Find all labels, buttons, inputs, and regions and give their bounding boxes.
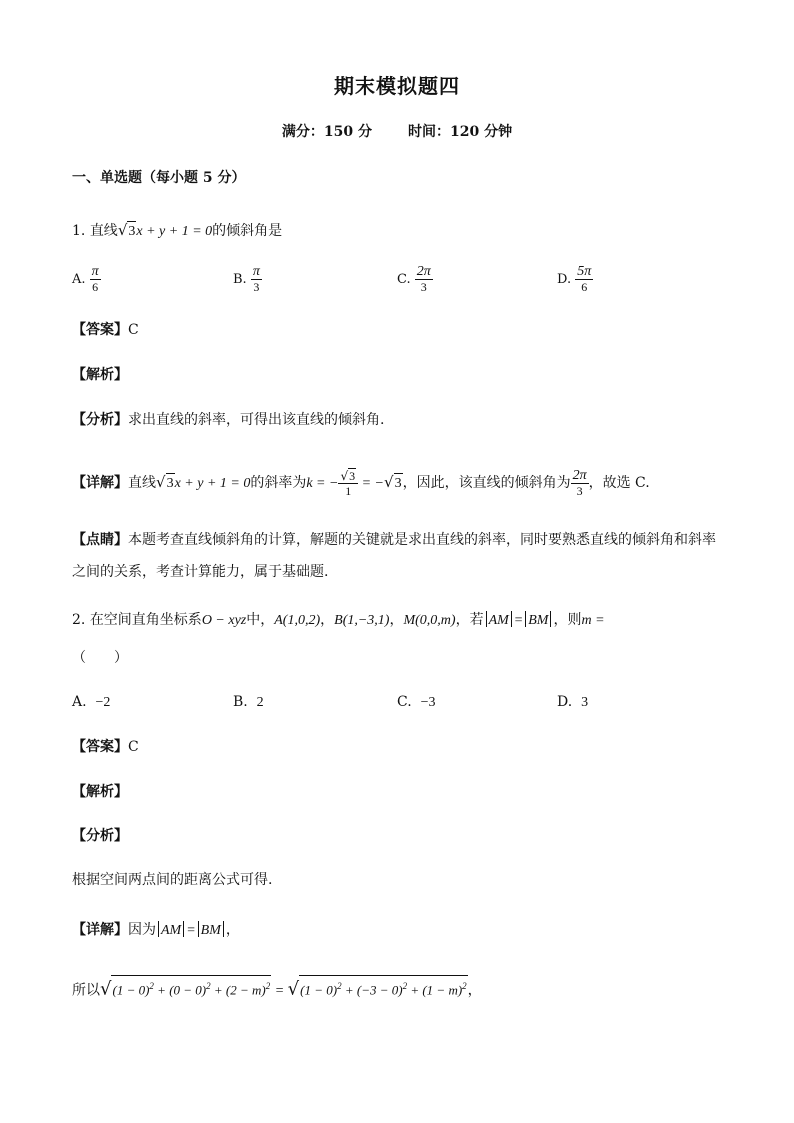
exam-info bbox=[0, 121, 794, 141]
q2-distance-equation: 所以$√(1 - 0)^2 + (0 - 0)^2 + (2 - m)^2 = √(1 - 0)^2 + (-3 - 0)^2 + (1 - m)^2$， bbox=[72, 975, 482, 1001]
full-score: 满分：150 分 bbox=[281, 124, 372, 140]
q2-option-b: B. 2 bbox=[233, 694, 264, 710]
q2-option-a: A. −2 bbox=[72, 694, 111, 710]
q1-detail: 【详解】直线√3x + y + 1 = 0的斜率为k = − $\frac{√3}{1}$ = −√3，因此，该直线的倾斜角为 $\frac{2\pi}{3}$ ，故选 C. bbox=[72, 467, 650, 498]
question-prefix: 直线 bbox=[89, 223, 118, 239]
question-suffix: 的倾斜角是 bbox=[212, 223, 283, 239]
q2-paren: （ ） bbox=[72, 650, 128, 666]
q1-option-c: C. $\frac{2\pi}{3}$ bbox=[397, 264, 431, 294]
q2-fenxi-text: 根据空间两点间的距离公式可得. bbox=[72, 872, 273, 888]
q1-fenxi: 【分析】求出直线的斜率，可得出该直线的倾斜角. bbox=[72, 412, 385, 428]
q2-option-c: C. −3 bbox=[397, 694, 436, 710]
q2-analysis-label: 【解析】 bbox=[72, 784, 128, 800]
q2-fenxi-label: 【分析】 bbox=[72, 828, 128, 844]
q1-analysis-label: 【解析】 bbox=[72, 367, 128, 383]
q1-answer: 【答案】C bbox=[72, 322, 139, 338]
page-title: 期末模拟题四 bbox=[334, 74, 460, 98]
q1-option-b: B. $\frac{\pi}{3}$ bbox=[233, 264, 260, 294]
q1-option-a: A. $\frac{\pi}{6}$ bbox=[72, 264, 99, 294]
question-number: 1. bbox=[72, 223, 86, 239]
question-1 bbox=[72, 220, 282, 242]
q1-dianjing-line2: 之间的关系，考查计算能力，属于基础题. bbox=[72, 564, 329, 580]
q1-option-d: D. $\frac{5\pi}{6}$ bbox=[557, 264, 592, 294]
question-2: 2. 在空间直角坐标系O − xyz中，A(1,0,2)，B(1,−3,1)，M(0,0,m)，若 AM = BM ，则m = bbox=[72, 612, 605, 628]
equation: √3x + y + 1 = 0 bbox=[118, 224, 212, 239]
q1-dianjing-line1: 【点睛】本题考查直线倾斜角的计算，解题的关键就是求出直线的斜率，同时要熟悉直线的倾斜角和斜率 bbox=[72, 532, 716, 548]
q2-answer: 【答案】C bbox=[72, 739, 139, 755]
exam-time: 时间：120 分钟 bbox=[408, 124, 513, 140]
section-heading: 一、单选题（每小题 5 分） bbox=[72, 170, 246, 186]
q2-detail: 【详解】因为 AM = BM ， bbox=[72, 922, 240, 938]
q2-option-d: D. 3 bbox=[557, 694, 589, 710]
